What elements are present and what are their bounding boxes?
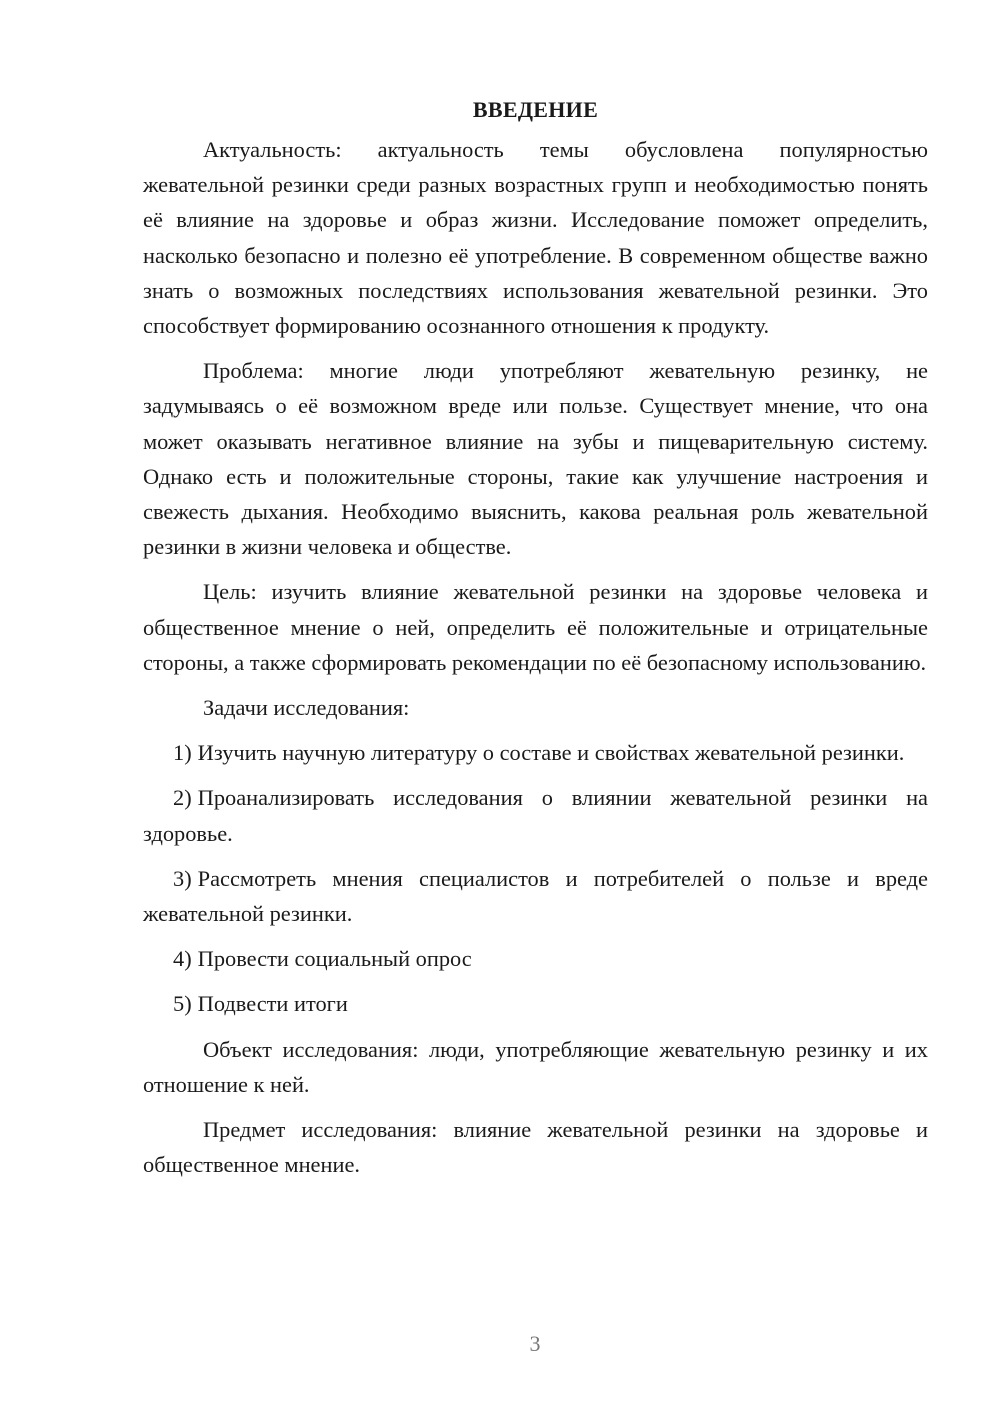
task-item [143,861,928,931]
task-number: 1) [173,740,192,766]
relevance-paragraph: Актуальность: актуальность темы обусловлена популярностью жевательной резинки среди разных возрастных групп и необходимостью понять её влияние на здоровье и образ жизни. Исследование поможет определить, насколько безопасно и полезно её употребление. В современном обществе важно знать о возможных последствиях использования жевательной резинки. Это способствует формированию осознанного отношения к продукту. [143,137,928,339]
document-page [143,92,928,1192]
task-text: Проанализировать исследования о влиянии жевательной резинки на здоровье. [143,785,928,846]
task-item [143,986,928,1021]
task-text: Рассмотреть мнения специалистов и потребителей о пользе и вреде жевательной резинки. [143,865,928,927]
task-item [143,780,928,850]
goal-paragraph: Цель: изучить влияние жевательной резинки на здоровье человека и общественное мнение о ней, определить её положительные и отрицательные стороны, а также сформировать рекомендации по её безопасному использованию. [143,579,928,675]
task-number: 5) [173,991,192,1017]
task-item [143,735,928,770]
subject-paragraph: Предмет исследования: влияние жевательной резинки на здоровье и общественное мнение. [143,1117,928,1178]
task-text: Изучить научную литературу о составе и свойствах жевательной резинки. [197,740,905,766]
task-item [143,941,928,976]
problem-paragraph: Проблема: многие люди употребляют жевательную резинку, не задумываясь о её возможном вреде или пользе. Существует мнение, что она может оказывать негативное влияние на зубы и пищеварительную систему. Однако есть и положительные стороны, такие как улучшение настроения и свежесть дыхания. Необходимо выяснить, какова реальная роль жевательной резинки в жизни человека и обществе. [143,358,928,560]
object-paragraph: Объект исследования: люди, употребляющие жевательную резинку и их отношение к ней. [143,1036,928,1097]
tasks-heading: Задачи исследования: [203,695,410,721]
task-text: Провести социальный опрос [197,946,472,972]
task-number: 3) [173,865,192,891]
page-number: 3 [529,1331,541,1356]
task-text: Подвести итоги [197,991,348,1017]
section-heading: ВВЕДЕНИЕ [472,97,599,122]
task-number: 4) [173,946,192,972]
task-number: 2) [173,785,192,811]
